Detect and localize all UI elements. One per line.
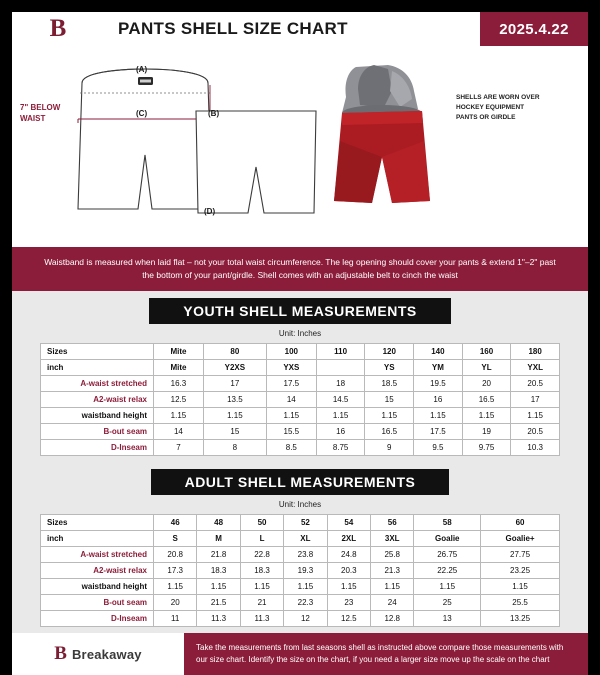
revision-date: 2025.4.22 <box>480 12 588 46</box>
table-cell: 58 <box>414 515 481 531</box>
table-cell: 56 <box>371 515 414 531</box>
table-row <box>41 611 560 627</box>
youth-section-header <box>12 291 588 327</box>
table-cell: 11.3 <box>197 611 240 627</box>
table-cell: 25.8 <box>371 547 414 563</box>
table-cell: Goalie <box>414 531 481 547</box>
row-label: A2-waist relax <box>41 392 154 408</box>
table-cell: 14.5 <box>316 392 365 408</box>
youth-title: YOUTH SHELL MEASUREMENTS <box>149 298 450 324</box>
row-label: A-waist stretched <box>41 547 154 563</box>
table-cell: 18.3 <box>197 563 240 579</box>
table-row <box>41 515 560 531</box>
table-row <box>41 392 560 408</box>
table-cell: 14 <box>154 424 204 440</box>
table-cell: 12.5 <box>154 392 204 408</box>
table-cell: 1.15 <box>511 408 560 424</box>
table-row <box>41 440 560 456</box>
adult-table-wrap <box>12 514 588 633</box>
row-label: Sizes <box>41 515 154 531</box>
table-cell: 16 <box>414 392 463 408</box>
label-c: (C) <box>136 109 148 118</box>
table-cell: 27.75 <box>481 547 560 563</box>
table-cell: 17 <box>511 392 560 408</box>
youth-size-table <box>40 343 560 456</box>
table-row <box>41 595 560 611</box>
table-row <box>41 408 560 424</box>
label-a: (A) <box>136 65 148 74</box>
table-cell: 60 <box>481 515 560 531</box>
table-cell: 54 <box>327 515 370 531</box>
table-cell: 160 <box>462 344 511 360</box>
table-cell: 8.5 <box>266 440 316 456</box>
table-row <box>41 531 560 547</box>
table-cell: 48 <box>197 515 240 531</box>
table-cell: 17.5 <box>414 424 463 440</box>
table-row <box>41 376 560 392</box>
table-cell: 20 <box>154 595 197 611</box>
adult-unit: Unit: Inches <box>12 498 588 514</box>
table-cell: YXS <box>266 360 316 376</box>
table-cell: 3XL <box>371 531 414 547</box>
table-cell: 25.5 <box>481 595 560 611</box>
table-cell: 1.15 <box>240 579 283 595</box>
table-cell: YS <box>365 360 414 376</box>
table-cell: 12 <box>284 611 327 627</box>
table-cell: 13.5 <box>203 392 266 408</box>
table-cell: 22.3 <box>284 595 327 611</box>
table-cell: 21.5 <box>197 595 240 611</box>
table-cell: 26.75 <box>414 547 481 563</box>
youth-unit: Unit: Inches <box>12 327 588 343</box>
table-cell: 9.5 <box>414 440 463 456</box>
table-cell: 13 <box>414 611 481 627</box>
table-cell: 11.3 <box>240 611 283 627</box>
table-cell: 20 <box>462 376 511 392</box>
row-label: D-Inseam <box>41 440 154 456</box>
table-cell: 16.5 <box>365 424 414 440</box>
size-chart-sheet <box>12 12 588 665</box>
adult-title: ADULT SHELL MEASUREMENTS <box>151 469 450 495</box>
table-cell: YXL <box>511 360 560 376</box>
table-row <box>41 344 560 360</box>
table-cell: 24 <box>371 595 414 611</box>
table-cell: 15 <box>203 424 266 440</box>
logo-letter-b: B <box>49 15 67 42</box>
table-cell <box>316 360 365 376</box>
brand-logo <box>12 12 104 46</box>
table-cell: 23.8 <box>284 547 327 563</box>
table-cell: 16.3 <box>154 376 204 392</box>
row-label: A-waist stretched <box>41 376 154 392</box>
table-cell: 52 <box>284 515 327 531</box>
table-cell: 12.8 <box>371 611 414 627</box>
table-cell: 140 <box>414 344 463 360</box>
footer-brand <box>12 633 184 675</box>
table-cell: 1.15 <box>414 408 463 424</box>
header <box>12 12 588 46</box>
table-cell: 22.25 <box>414 563 481 579</box>
table-cell: 1.15 <box>154 579 197 595</box>
table-cell: S <box>154 531 197 547</box>
table-cell: XL <box>284 531 327 547</box>
table-cell: Goalie+ <box>481 531 560 547</box>
table-cell: 1.15 <box>154 408 204 424</box>
table-cell: 20.5 <box>511 376 560 392</box>
table-cell: 15 <box>365 392 414 408</box>
table-cell: 7 <box>154 440 204 456</box>
row-label: inch <box>41 531 154 547</box>
table-cell: 11 <box>154 611 197 627</box>
table-cell: M <box>197 531 240 547</box>
adult-table-body <box>41 515 560 627</box>
table-cell: Mite <box>154 360 204 376</box>
adult-section-header <box>12 462 588 498</box>
table-cell: 1.15 <box>203 408 266 424</box>
footer-brand-name: Breakaway <box>71 646 142 662</box>
table-cell: 80 <box>203 344 266 360</box>
table-cell: YL <box>462 360 511 376</box>
diagram-area <box>12 46 588 247</box>
table-cell: 24.8 <box>327 547 370 563</box>
table-cell: 19.3 <box>284 563 327 579</box>
table-cell: 1.15 <box>327 579 370 595</box>
table-cell: 46 <box>154 515 197 531</box>
table-cell: Mite <box>154 344 204 360</box>
table-cell: 18.5 <box>365 376 414 392</box>
table-cell: 20.5 <box>511 424 560 440</box>
youth-table-body <box>41 344 560 456</box>
footer-instructions: Take the measurements from last seasons shell as instructed above compare those measurements with our size chart. Identify the size on the chart, if you need a larger size move up the scale on the chart <box>184 633 588 675</box>
table-cell: 9 <box>365 440 414 456</box>
waist-note-line2: WAIST <box>20 113 46 123</box>
table-cell: 1.15 <box>197 579 240 595</box>
row-label: D-Inseam <box>41 611 154 627</box>
table-cell: 14 <box>266 392 316 408</box>
table-cell: 16 <box>316 424 365 440</box>
table-cell: 13.25 <box>481 611 560 627</box>
label-b: (B) <box>208 109 220 118</box>
row-label: waistband height <box>41 408 154 424</box>
row-label: A2-waist relax <box>41 563 154 579</box>
table-cell: 18 <box>316 376 365 392</box>
table-cell: 100 <box>266 344 316 360</box>
table-cell: 1.15 <box>371 579 414 595</box>
table-cell: 17.5 <box>266 376 316 392</box>
table-cell: 16.5 <box>462 392 511 408</box>
table-cell: 1.15 <box>316 408 365 424</box>
table-cell: 1.15 <box>284 579 327 595</box>
row-label: waistband height <box>41 579 154 595</box>
shell-wear-note: SHELLS ARE WORN OVER HOCKEY EQUIPMENT PANTS OR GIRDLE <box>456 94 540 121</box>
table-cell: 22.8 <box>240 547 283 563</box>
table-cell: 2XL <box>327 531 370 547</box>
table-cell: Y2XS <box>203 360 266 376</box>
table-cell: 10.3 <box>511 440 560 456</box>
table-cell: 1.15 <box>481 579 560 595</box>
table-cell: 19.5 <box>414 376 463 392</box>
youth-table-wrap <box>12 343 588 462</box>
table-cell: 1.15 <box>365 408 414 424</box>
measurement-note-bar: Waistband is measured when laid flat – not your total waist circumference. The leg opening should cover your pants & extend 1"–2" past the bottom of your pant/girdle. Shell comes with an adjustable belt to cinch the waist <box>12 247 588 291</box>
table-cell: 1.15 <box>462 408 511 424</box>
table-cell: 12.5 <box>327 611 370 627</box>
label-d: (D) <box>204 207 216 216</box>
table-cell: 17 <box>203 376 266 392</box>
table-cell: 18.3 <box>240 563 283 579</box>
row-label: Sizes <box>41 344 154 360</box>
row-label: B-out seam <box>41 595 154 611</box>
footer-logo-letter: B <box>54 643 67 665</box>
table-cell: 19 <box>462 424 511 440</box>
row-label: B-out seam <box>41 424 154 440</box>
table-cell: 20.3 <box>327 563 370 579</box>
row-label: inch <box>41 360 154 376</box>
table-row <box>41 579 560 595</box>
table-row <box>41 563 560 579</box>
table-row <box>41 360 560 376</box>
table-cell: 1.15 <box>414 579 481 595</box>
table-cell: 21.8 <box>197 547 240 563</box>
table-cell: 110 <box>316 344 365 360</box>
table-cell: 20.8 <box>154 547 197 563</box>
table-cell: L <box>240 531 283 547</box>
footer <box>12 633 588 675</box>
table-cell: 25 <box>414 595 481 611</box>
table-cell: 23 <box>327 595 370 611</box>
table-cell: 120 <box>365 344 414 360</box>
table-cell: 50 <box>240 515 283 531</box>
waist-note-line1: 7" BELOW <box>20 103 61 112</box>
table-row <box>41 424 560 440</box>
waist-note <box>20 103 60 125</box>
table-cell: 180 <box>511 344 560 360</box>
page-title: PANTS SHELL SIZE CHART <box>118 19 348 38</box>
table-cell: 1.15 <box>266 408 316 424</box>
table-cell: 21 <box>240 595 283 611</box>
table-cell: YM <box>414 360 463 376</box>
table-cell: 9.75 <box>462 440 511 456</box>
table-cell: 23.25 <box>481 563 560 579</box>
table-cell: 15.5 <box>266 424 316 440</box>
table-cell: 17.3 <box>154 563 197 579</box>
table-cell: 21.3 <box>371 563 414 579</box>
table-row <box>41 547 560 563</box>
table-cell: 8 <box>203 440 266 456</box>
player-shell-photo <box>322 61 442 231</box>
adult-size-table <box>40 514 560 627</box>
table-cell: 8.75 <box>316 440 365 456</box>
